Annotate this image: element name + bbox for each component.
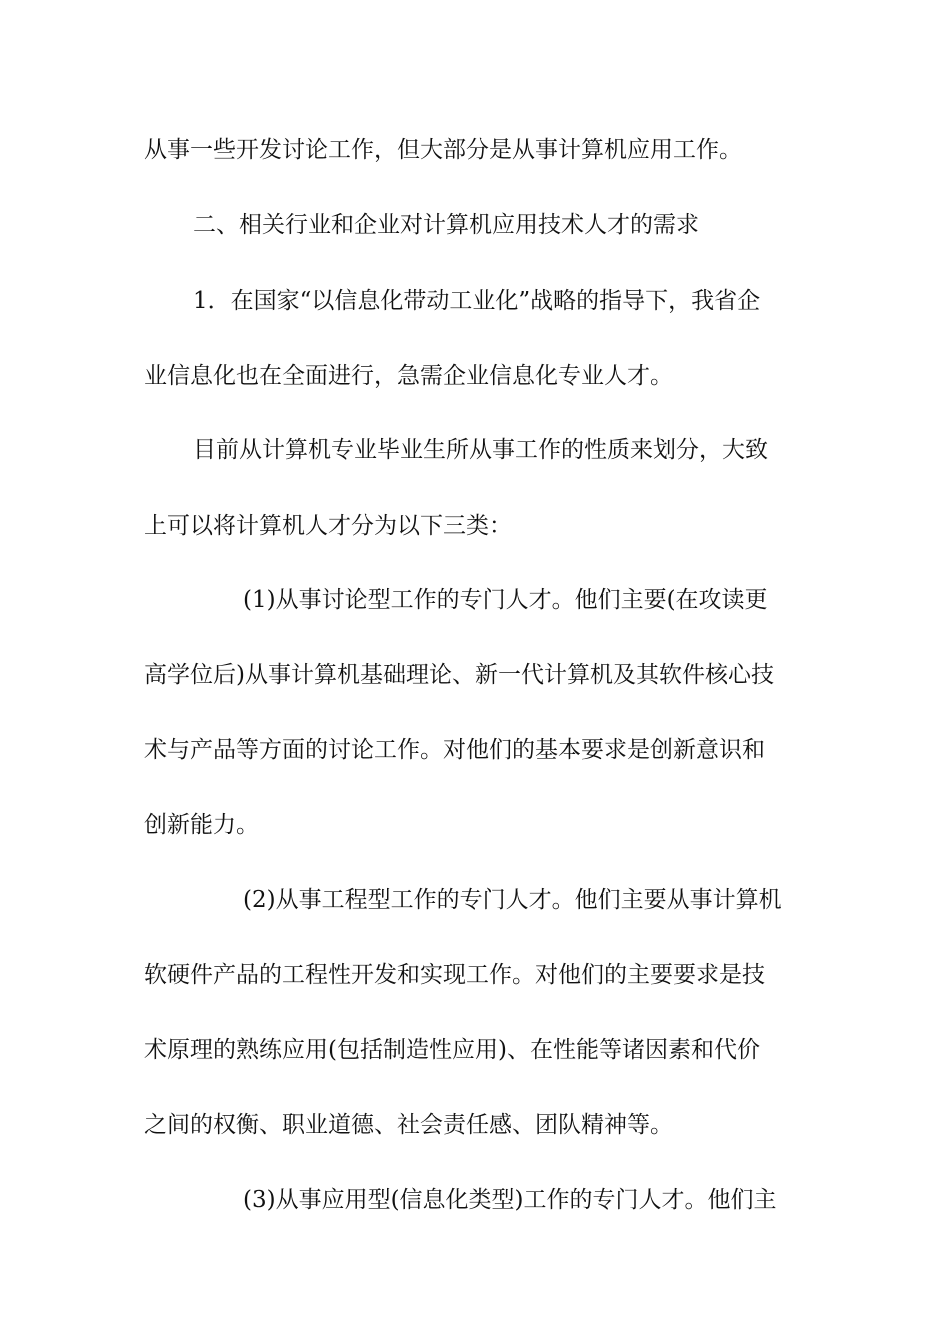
text-line: (1)从事讨论型工作的专门人才。他们主要(在攻读更 <box>243 587 768 613</box>
text-line: 之间的权衡、职业道德、社会责任感、团队精神等。 <box>144 1112 673 1138</box>
text-line: 业信息化也在全面进行，急需企业信息化专业人才。 <box>144 363 673 389</box>
text-line: 术原理的熟练应用(包括制造性应用)、在性能等诸因素和代价 <box>144 1037 760 1063</box>
text-line: 软硬件产品的工程性开发和实现工作。对他们的主要要求是技 <box>144 962 765 988</box>
text-line: 1．在国家“以信息化带动工业化”战略的指导下，我省企 <box>193 288 761 314</box>
text-line: (3)从事应用型(信息化类型)工作的专门人才。他们主 <box>243 1187 777 1213</box>
section-heading: 二、相关行业和企业对计算机应用技术人才的需求 <box>193 212 699 238</box>
text-line: 创新能力。 <box>144 812 259 838</box>
text-line: (2)从事工程型工作的专门人才。他们主要从事计算机 <box>243 887 782 913</box>
text-line: 上可以将计算机人才分为以下三类： <box>144 513 512 539</box>
text-line: 术与产品等方面的讨论工作。对他们的基本要求是创新意识和 <box>144 737 765 763</box>
text-line: 从事一些开发讨论工作，但大部分是从事计算机应用工作。 <box>144 137 742 163</box>
text-line: 目前从计算机专业毕业生所从事工作的性质来划分，大致 <box>193 437 768 463</box>
text-line: 高学位后)从事计算机基础理论、新一代计算机及其软件核心技 <box>144 662 774 688</box>
